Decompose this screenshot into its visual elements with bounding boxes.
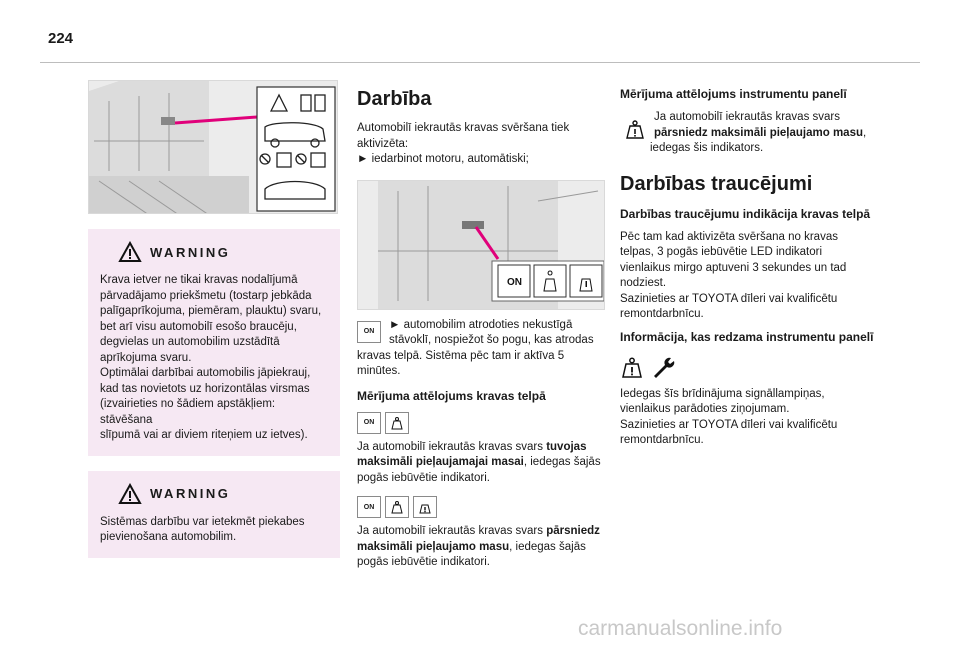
cargo-label-illustration — [89, 81, 338, 214]
cargo-buttons-illustration — [358, 181, 605, 310]
indicator-icons-over — [357, 496, 609, 518]
on-led-icon: ON — [357, 412, 381, 434]
header-rule — [40, 62, 920, 63]
weight-led-icon — [385, 412, 409, 434]
column-middle — [357, 80, 609, 571]
page-number: 224 — [48, 30, 74, 47]
malfunction-cargo-text: Pēc tam kad aktivizēta svēršana no kravas telpas, 3 pogās iebūvētie LED indikatori vienlaikus mirgo aptuveni 3 sekundes un tad nodziest. Sazinieties ar TOYOTA dīleri vai kvalificētu remontdarbnīcu. — [620, 230, 847, 320]
warning-text: Sistēmas darbību var ietekmēt piekabes pievienošana automobilim. — [100, 515, 305, 543]
on-led-icon: ON — [357, 496, 381, 518]
weight-led-icon — [385, 496, 409, 518]
intro-text: Automobilī iekrautās kravas svēršana tiek aktivizēta: ► iedarbinot motoru, automātiski; — [357, 122, 570, 165]
cargo-buttons-figure — [357, 180, 605, 310]
button-panel — [161, 117, 175, 125]
warning-text: Krava ietver ne tikai kravas nodalījumā pārvadājamo priekšmetu (tostarp jebkāda palīgaprīkojuma, piemēram, plauktu) svaru, bet arī visu automobilī esošo braucēju, degvielas un automobilim uzstādītā aprīkojuma svaru. Optimālai darbībai automobilis jāpiekrauj, kad tas novietots uz horizontālas virsmas (izvairieties no šādiem apstākļiem: stāvēšana slīpumā vai ar diviem riteņiem uz ietves). — [100, 274, 322, 441]
section-heading: Darbība — [357, 88, 432, 110]
over-limit-text: Ja automobilī iekrautās kravas svars pārsniedz maksimāli pieļaujamo masu, iedegas šajās pogās iebūvētie indikatori. — [357, 525, 600, 568]
subheading-malfunction-cargo: Darbības traucējumu indikācija kravas telpā — [620, 206, 871, 221]
cargo-label-figure — [88, 80, 338, 214]
wrench-icon — [650, 355, 676, 379]
instrument-info-text: Iedegas šīs brīdinājuma signāllampiņas, vienlaikus parādoties ziņojumam. Sazinieties ar TOYOTA dīleri vai kvalificētu remontdarbnīcu. — [620, 387, 838, 446]
instrument-overload-text: Ja automobilī iekrautās kravas svars pārsniedz maksimāli pieļaujamo masu, iedegas šis indikators. — [650, 111, 867, 154]
warning-title: WARNING — [150, 244, 231, 260]
weight-warning-icon — [620, 355, 644, 379]
warning-triangle-icon — [118, 483, 142, 505]
warning-title: WARNING — [150, 486, 231, 501]
svg-text:ON: ON — [507, 276, 522, 288]
watermark: carmanualsonline.info — [578, 617, 783, 640]
overload-warning-icon — [624, 118, 646, 140]
malfunction-icons — [620, 355, 880, 379]
info-label — [257, 87, 335, 211]
section-heading-malfunctions: Darbības traucējumi — [620, 172, 813, 195]
indicator-icons-near — [357, 412, 609, 434]
warning-box-2 — [88, 471, 340, 558]
subheading-cargo-display: Mērījuma attēlojums kravas telpā — [357, 388, 546, 403]
on-button-text: ► automobilim atrodoties nekustīgā stāvoklī, nospiežot šo pogu, kas atrodas kravas telpā. Sistēma pēc tam ir aktīva 5 minūtes. — [357, 318, 594, 377]
warning-box-1 — [88, 229, 340, 456]
subheading-instrument-info: Informācija, kas redzama instrumentu panelī — [620, 329, 874, 344]
on-button-icon: ON — [357, 321, 381, 343]
subheading-instrument-display: Mērījuma attēlojums instrumentu panelī — [620, 87, 847, 101]
button-panel — [462, 221, 484, 229]
overload-led-icon — [413, 496, 437, 518]
column-right — [620, 80, 880, 449]
warning-triangle-icon — [118, 241, 142, 263]
column-left — [88, 80, 340, 558]
near-limit-text: Ja automobilī iekrautās kravas svars tuvojas maksimāli pieļaujamajai masai, iedegas šajās pogās iebūvētie indikatori. — [357, 440, 601, 484]
